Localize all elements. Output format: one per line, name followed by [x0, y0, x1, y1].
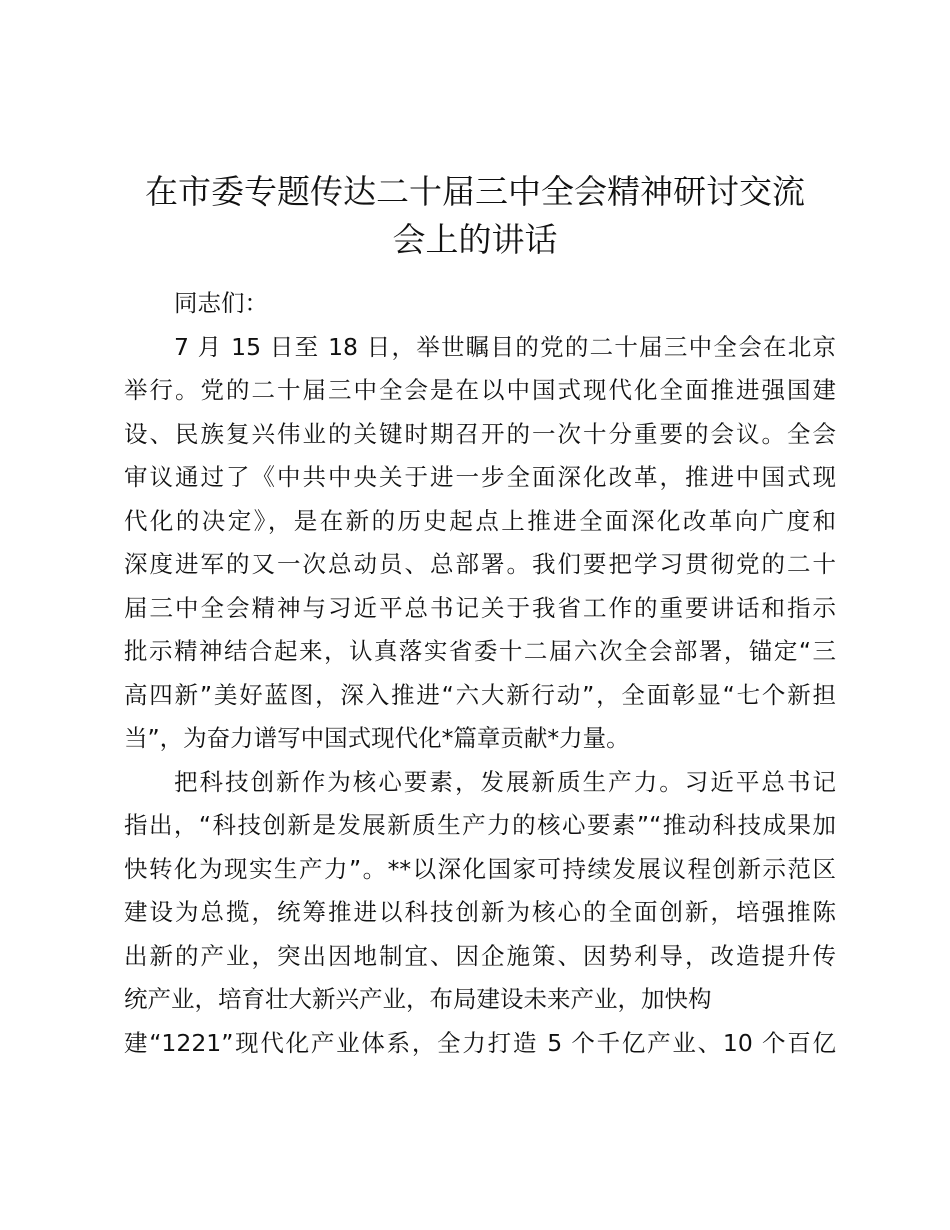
document-body: [124, 282, 836, 1065]
title-line-2: 会上的讲话: [392, 220, 558, 259]
paragraph-line: 统产业，培育壮大新兴产业，布局建设未来产业，加快构: [124, 985, 712, 1013]
paragraph-line: 出新的产业，突出因地制宜、因企施策、因势利导，改造提升传: [124, 941, 836, 970]
paragraph-line: 把科技创新作为核心要素，发展新质生产力。习近平总书记: [174, 767, 836, 796]
title-line-1: 在市委专题传达二十届三中全会精神研讨交流: [145, 172, 805, 211]
paragraph-1: [124, 326, 836, 761]
paragraph-line: 7 月 15 日至 18 日，举世瞩目的党的二十届三中全会在北京: [174, 332, 836, 361]
paragraph-line: 快转化为现实生产力”。**以深化国家可持续发展议程创新示范区: [124, 854, 836, 883]
paragraph-line: 审议通过了《中共中央关于进一步全面深化改革，推进中国式现: [124, 463, 836, 491]
paragraph-line: 建“1221”现代化产业体系，全力打造 5 个千亿产业、10 个百亿: [124, 1028, 836, 1057]
paragraph-line: 批示精神结合起来，认真落实省委十二届六次全会部署，锚定“三: [124, 637, 836, 665]
paragraph-line: 举行。党的二十届三中全会是在以中国式现代化全面推进强国建: [124, 376, 836, 404]
paragraph-line: 设、民族复兴伟业的关键时期召开的一次十分重要的会议。全会: [124, 419, 836, 448]
paragraph-2: [124, 761, 836, 1066]
paragraph-line: 深度进军的又一次总动员、总部署。我们要把学习贯彻党的二十: [124, 550, 836, 578]
paragraph-line: 届三中全会精神与习近平总书记关于我省工作的重要讲话和指示: [124, 593, 836, 622]
paragraph-line: 代化的决定》，是在新的历史起点上推进全面深化改革向广度和: [124, 506, 836, 535]
paragraph-line: 指出，“科技创新是发展新质生产力的核心要素”“推动科技成果加: [124, 811, 836, 839]
paragraph-line: 当”，为奋力谱写中国式现代化*篇章贡献*力量。: [124, 724, 630, 752]
paragraph-line: 高四新”美好蓝图，深入推进“六大新行动”，全面彰显“七个新担: [124, 680, 836, 709]
document-title: [120, 168, 830, 264]
salutation: 同志们：: [174, 289, 268, 317]
paragraph-line: 建设为总揽，统筹推进以科技创新为核心的全面创新，培强推陈: [124, 898, 836, 926]
